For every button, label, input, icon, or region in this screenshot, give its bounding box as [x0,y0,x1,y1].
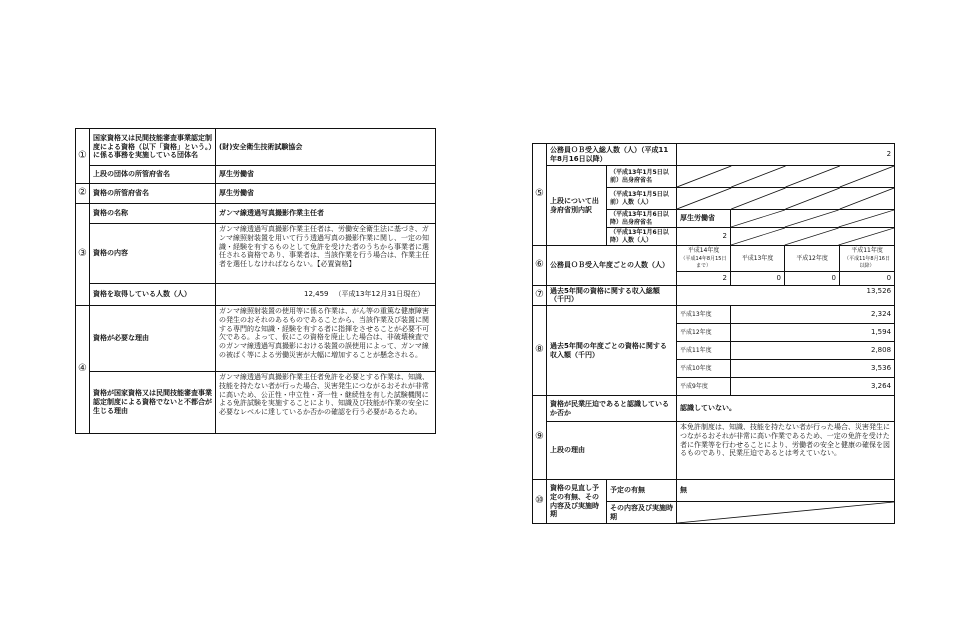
qualification-content-value: ガンマ線透過写真撮影作業主任者は、労働安全衛生法に基づき、ガンマ線照射装置を用いて行う透過写真の撮影作業に関し、一定の知識・経験を有するものとして免許を受けた者のうちから事業者に選任される資格であり、事業者は、当該作業を行う場合は、作業主任者を選任しなければならない。【必置資格】 [216,224,436,284]
item-number-5: ⑤ [533,144,547,246]
ob-year-value-1: 0 [731,271,785,285]
item-number-10: ⑩ [533,480,547,524]
ob-total-value: 2 [677,144,895,166]
competition-reason-value: 本免許制度は、知識、技能を持たない者が行った場合、災害発生につながるおそれが非常に高い作業であるため、一定の免許を受けた者に作業等を行わせることにより、労働者の安全と健康の確保を図るものであり、民業圧迫であるとは考えていない。 [677,422,895,480]
right-form-table [532,143,895,524]
ministry-label: 資格の所管府省名 [90,184,216,204]
income-year-label-0: 平成13年度 [677,306,731,324]
necessity-label: 資格が必要な理由 [90,306,216,372]
ob-post-ministry-value: 厚生労働省 [677,210,731,228]
ob-year-header-0: 平成14年度 （平成14年8月15日まで） [677,246,731,272]
income-year-label-4: 平成9年度 [677,378,731,396]
qualification-name-value: ガンマ線透過写真撮影作業主任者 [216,204,436,224]
ob-year-value-0: 2 [677,271,731,285]
review-detail-empty [677,502,895,524]
ob-year-header-2: 平成12年度 [785,246,840,272]
holders-count-cell [216,284,436,306]
item-number-3: ③ [76,204,90,306]
necessity-value: ガンマ線照射装置の使用等に係る作業は、がん等の重篤な健康障害の発生のおそれのあるものであることから、当該作業及び装置に関する専門的な知識・経験を有する者に指揮をさせることが必要不可欠である。よって、仮にこの資格を廃止した場合は、非破壊検査でのガンマ線透過写真撮影における装置の誤使用によって、ガンマ線の被ばく等による労働災害が大幅に増加することが懸念される。 [216,306,436,372]
qualification-name-label: 資格の名称 [90,204,216,224]
ob-post-ministry-label: （平成13年1月6日以降）出身府省名 [607,210,677,228]
ob-pre-count-empty [677,188,895,210]
income-year-value-0: 2,324 [731,306,895,324]
national-reason-label: 資格が国家資格又は民間技能審査事業認定制度による資格でないと不都合が生じる理由 [90,372,216,434]
ob-breakdown-label: 上段について出身府省別内訳 [547,166,607,246]
income-year-value-3: 3,536 [731,360,895,378]
item-number-1: ① [76,129,90,184]
item-number-9: ⑨ [533,396,547,480]
ob-year-value-3: 0 [840,271,895,285]
income-year-value-1: 1,594 [731,324,895,342]
income-year-label-1: 平成12年度 [677,324,731,342]
org-ministry-label: 上段の団体の所管府省名 [90,166,216,184]
national-reason-value: ガンマ線透過写真撮影作業主任者免許を必要とする作業は、知識、技能を持たない者が行った場合、災害発生につながるおそれが非常に高いため、公正性・中立性・斉一性・継続性を有した試験機関による免許試験を実施することにより、知識及び技能が作業の安全に必要なレベルに達しているか否かの確認を行う必要があるため。 [216,372,436,434]
item-number-7: ⑦ [533,285,547,306]
item-number-2: ② [76,184,90,204]
income-total-value: 13,526 [677,285,895,306]
org-ministry-value: 厚生労働省 [216,166,436,184]
income-yearly-label: 過去5年間の年度ごとの資格に関する収入額（千円） [547,306,677,396]
ob-post-count-label: （平成13年1月6日以降）人数（人） [607,228,677,246]
ob-post-count-value: 2 [677,228,731,246]
review-plan-value: 無 [677,480,895,502]
diagonal-lines-icon [731,210,894,227]
item-number-6: ⑥ [533,246,547,286]
income-total-label: 過去5年間の資格に関する収入総額（千円） [547,285,677,306]
ob-year-header-3: 平成11年度 （平成11年8月16日以降） [840,246,895,272]
ministry-value: 厚生労働省 [216,184,436,204]
ob-post-ministry-empty [731,210,895,228]
income-year-label-3: 平成10年度 [677,360,731,378]
holders-count-label: 資格を取得している人数（人） [90,284,216,306]
diagonal-line-icon [677,502,894,523]
ob-post-count-empty [731,228,895,246]
left-form-table [75,128,436,434]
competition-value: 認識していない。 [677,396,895,422]
item-number-4: ④ [76,306,90,434]
review-plan-label: 予定の有無 [607,480,677,502]
org-name-value: (財)安全衛生技術試験協会 [216,129,436,166]
ob-year-header-1: 平成13年度 [731,246,785,272]
income-year-value-2: 2,808 [731,342,895,360]
holders-count-note: （平成13年12月31日現在） [334,290,425,299]
competition-reason-label: 上段の理由 [547,422,677,480]
ob-pre-ministry-empty [677,166,895,188]
diagonal-lines-icon [677,166,894,187]
ob-year-value-2: 0 [785,271,840,285]
holders-count-value: 12,459 [304,290,329,299]
qualification-content-label: 資格の内容 [90,224,216,284]
ob-pre-ministry-label: （平成13年1月5日以前）出身府省名 [607,166,677,188]
review-detail-label: その内容及び実施時期 [607,502,677,524]
income-year-label-2: 平成11年度 [677,342,731,360]
diagonal-lines-icon [731,228,894,245]
income-year-value-4: 3,264 [731,378,895,396]
item-number-8: ⑧ [533,306,547,396]
competition-label: 資格が民業圧迫であると認識しているか否か [547,396,677,422]
review-label: 資格の見直し予定の有無、その内容及び実施時期 [547,480,607,524]
ob-pre-count-label: （平成13年1月5日以前）人数（人） [607,188,677,210]
org-name-label: 国家資格又は民間技能審査事業認定制度による資格（以下「資格」という。）に係る事務を実施している団体名 [90,129,216,166]
ob-total-label: 公務員ＯＢ受入総人数（人）（平成11年8月16日以降） [547,144,677,166]
ob-yearly-label: 公務員ＯＢ受入年度ごとの人数（人） [547,246,677,286]
diagonal-lines-icon [677,188,894,209]
